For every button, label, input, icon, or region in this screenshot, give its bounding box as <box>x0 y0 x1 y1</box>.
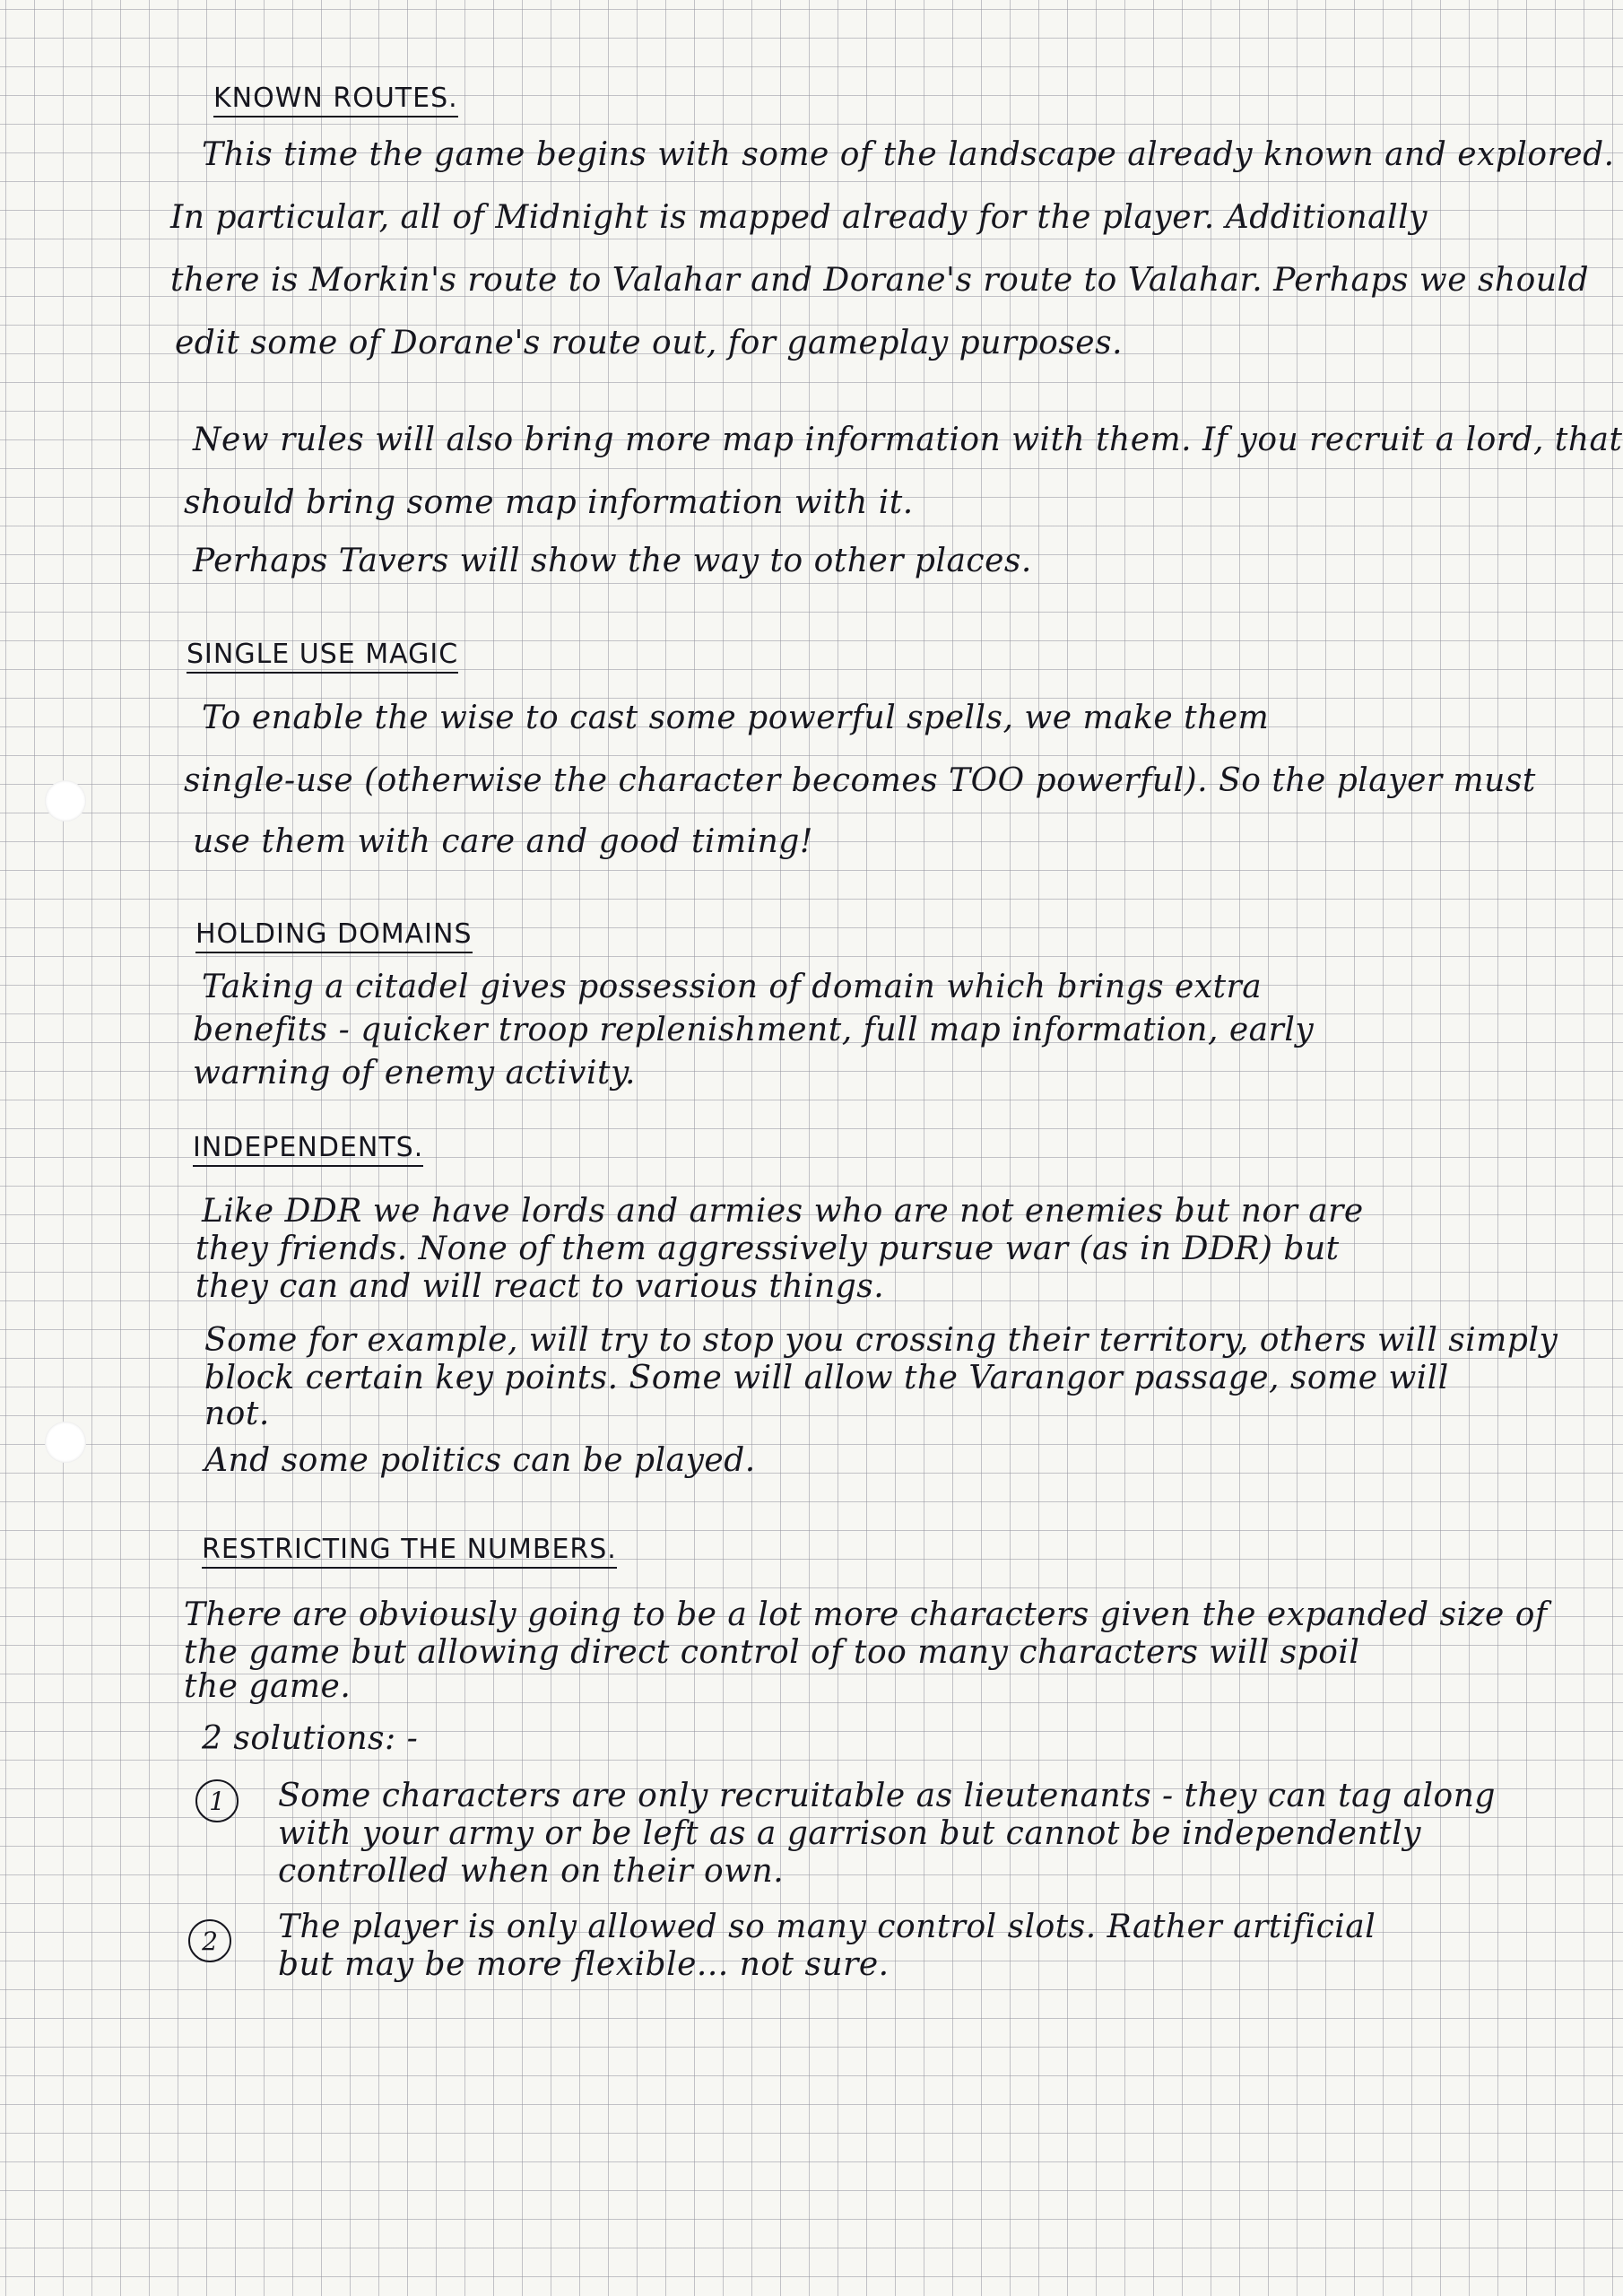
text-line: The player is only allowed so many control slots. Rather artificial <box>278 1909 1376 1945</box>
text-line: Taking a citadel gives possession of domain which brings extra <box>202 969 1263 1005</box>
heading-single-use-magic: SINGLE USE MAGIC <box>187 639 458 674</box>
text-line: they can and will react to various things. <box>195 1268 885 1305</box>
text-line: use them with care and good timing! <box>193 823 813 860</box>
text-line: should bring some map information with it. <box>184 484 914 521</box>
punch-hole-bottom <box>45 1422 86 1463</box>
text-line: In particular, all of Midnight is mapped already for the player. Additionally <box>170 199 1428 236</box>
solution-number-circle: 1 <box>195 1779 239 1822</box>
text-line: not. <box>204 1396 270 1432</box>
text-line: warning of enemy activity. <box>193 1055 636 1091</box>
text-line: they friends. None of them aggressively pursue war (as in DDR) but <box>195 1231 1340 1267</box>
text-line: single-use (otherwise the character becomes TOO powerful). So the player must <box>184 762 1536 799</box>
text-line: the game. <box>184 1668 352 1705</box>
text-line: To enable the wise to cast some powerful spells, we make them <box>202 700 1270 736</box>
text-line: New rules will also bring more map information with them. If you recruit a lord, that <box>193 422 1623 458</box>
text-line: Some characters are only recruitable as lieutenants - they can tag along <box>278 1778 1496 1814</box>
text-line: controlled when on their own. <box>278 1853 785 1890</box>
text-line: the game but allowing direct control of too many characters will spoil <box>184 1634 1360 1671</box>
text-line: And some politics can be played. <box>204 1442 756 1479</box>
text-line: edit some of Dorane's route out, for gameplay purposes. <box>175 325 1124 361</box>
text-line: Like DDR we have lords and armies who are not enemies but nor are <box>202 1193 1364 1230</box>
text-line: This time the game begins with some of the landscape already known and explored. <box>202 136 1615 173</box>
text-line: Perhaps Tavers will show the way to other places. <box>193 543 1032 579</box>
text-line: but may be more flexible... not sure. <box>278 1946 890 1983</box>
heading-holding-domains: HOLDING DOMAINS <box>195 918 473 953</box>
text-line: block certain key points. Some will allow the Varangor passage, some will <box>204 1360 1449 1396</box>
heading-restricting-the-numbers: RESTRICTING THE NUMBERS. <box>202 1534 617 1569</box>
text-line: with your army or be left as a garrison but cannot be independently <box>278 1815 1421 1852</box>
text-line: Some for example, will try to stop you crossing their territory, others will simply <box>204 1322 1558 1359</box>
text-line: there is Morkin's route to Valahar and Dorane's route to Valahar. Perhaps we should <box>170 262 1590 299</box>
text-line: 2 solutions: - <box>202 1720 419 1757</box>
heading-independents: INDEPENDENTS. <box>193 1132 423 1167</box>
text-line: There are obviously going to be a lot more characters given the expanded size of <box>184 1596 1548 1633</box>
solution-number-circle: 2 <box>188 1919 231 1962</box>
heading-known-routes: KNOWN ROUTES. <box>213 83 458 117</box>
text-line: benefits - quicker troop replenishment, full map information, early <box>193 1012 1315 1048</box>
punch-hole-top <box>45 780 86 822</box>
